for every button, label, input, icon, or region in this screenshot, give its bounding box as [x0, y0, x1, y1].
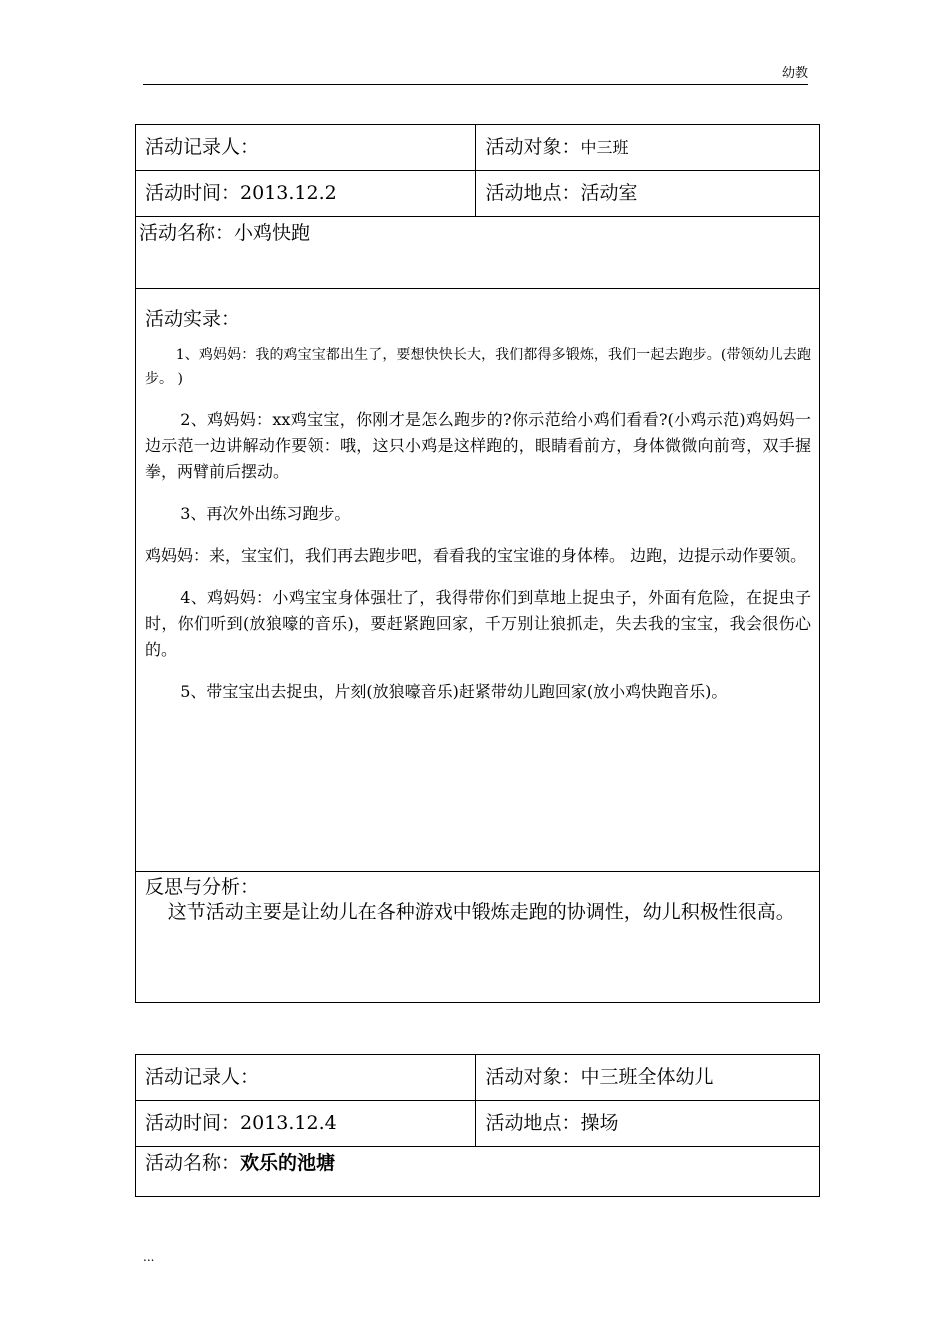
record-paragraph: 鸡妈妈：来，宝宝们，我们再去跑步吧，看看我的宝宝谁的身体棒。 边跑，边提示动作要领。: [145, 546, 807, 565]
analysis-title: 反思与分析：: [145, 876, 260, 898]
record-paragraph: 2、鸡妈妈：xx鸡宝宝，你刚才是怎么跑步的?你示范给小鸡们看看?(小鸡示范)鸡妈妈一边示范一边讲解动作要领：哦，这只小鸡是这样跑的，眼睛看前方，身体微微向前弯，双手握拳，两臂前后摆动。: [145, 410, 811, 481]
activity-name-value: 小鸡快跑: [234, 222, 311, 244]
activity-name-cell: [136, 1147, 820, 1197]
record-paragraph: 4、鸡妈妈：小鸡宝宝身体强壮了，我得带你们到草地上捉虫子，外面有危险，在捉虫子时，你们听到(放狼嚎的音乐)，要赶紧跑回家，千万别让狼抓走，失去我的宝宝，我会很伤心的。: [145, 588, 811, 659]
activity-name-label: 活动名称：: [139, 222, 235, 244]
record-paragraph: 5、带宝宝出去捉虫，片刻(放狼嚎音乐)赶紧带幼儿跑回家(放小鸡快跑音乐)。: [180, 682, 728, 701]
place-value: 活动室: [580, 182, 638, 204]
footer-ellipsis: ...: [143, 1250, 155, 1264]
page-header-label: 幼教: [781, 66, 808, 81]
activity-name-cell: [136, 217, 820, 289]
place-label: 活动地点：: [485, 182, 581, 204]
activity-record-table-1: [135, 124, 820, 1003]
target-label: 活动对象：: [485, 1066, 581, 1088]
analysis-body: 这节活动主要是让幼儿在各种游戏中锻炼走跑的协调性，幼儿积极性很高。: [167, 901, 795, 923]
time-cell: [136, 171, 476, 217]
record-paragraph: 1、鸡妈妈：我的鸡宝宝都出生了，要想快快长大，我们都得多锻炼，我们一起去跑步。(带领幼儿去跑步。 ): [145, 347, 811, 387]
time-value: 2013.12.2: [240, 182, 337, 204]
recorder-label: 活动记录人：: [145, 136, 260, 158]
target-cell: [476, 1055, 820, 1101]
record-paragraph: 3、再次外出练习跑步。: [180, 504, 351, 523]
target-cell: [476, 125, 820, 171]
header-rule: [143, 84, 808, 85]
time-label: 活动时间：: [145, 182, 241, 204]
target-value: 中三班: [580, 138, 629, 157]
activity-record-table-2: [135, 1054, 820, 1197]
recorder-cell: [136, 1055, 476, 1101]
time-label: 活动时间：: [145, 1112, 241, 1134]
place-cell: [476, 1101, 820, 1147]
time-cell: [136, 1101, 476, 1147]
target-value: 中三班全体幼儿: [580, 1066, 714, 1088]
recorder-label: 活动记录人：: [145, 1066, 260, 1088]
recorder-cell: [136, 125, 476, 171]
place-label: 活动地点：: [485, 1112, 581, 1134]
activity-record-cell: [136, 289, 820, 872]
activity-name-value: 欢乐的池塘: [240, 1152, 336, 1174]
analysis-cell: [136, 872, 820, 1003]
time-value: 2013.12.4: [240, 1112, 337, 1134]
target-label: 活动对象：: [485, 136, 581, 158]
place-cell: [476, 171, 820, 217]
place-value: 操场: [580, 1112, 619, 1134]
activity-record-title: 活动实录：: [145, 308, 241, 330]
activity-name-label: 活动名称：: [145, 1152, 241, 1174]
